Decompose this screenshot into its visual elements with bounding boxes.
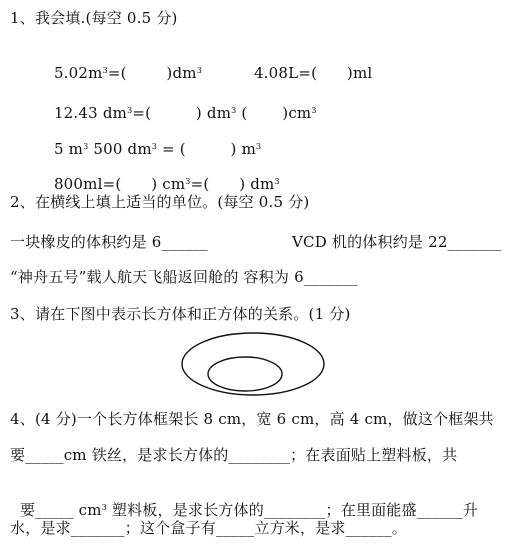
q1-r1-d: 4.08L=( — [253, 64, 318, 82]
q4-line-3 — [10, 483, 478, 522]
q1-r1-b: =( — [107, 64, 127, 82]
q1-r1-sup2: 3 — [196, 66, 203, 75]
q1-r3-a: 5 m — [53, 140, 84, 158]
q2-item-shenzhou: “神舟五号”载人航天飞船返回舱的 容积为 6_______ — [10, 268, 358, 286]
q4-l3-sup: 3 — [101, 503, 107, 512]
q1-r3-d: ) m — [185, 140, 257, 158]
inner-ellipse-cube — [208, 357, 282, 391]
q1-r3-sup2: 3 — [151, 142, 158, 151]
q1-r4-sup2: 3 — [274, 177, 280, 186]
q1-title: 1、我会填.(每空 0.5 分) — [10, 9, 178, 27]
q1-r3-c: = ( — [157, 140, 186, 158]
q4-line-4: 水，是求_______；这个盒子有_____立方米，是求______。 — [10, 519, 408, 537]
q4-l3-b: 塑料板，是求长方体的________；在里面能盛______升 — [106, 501, 479, 519]
q1-r2-a: 12.43 dm — [53, 104, 128, 122]
q1-r2-sup2: 3 — [231, 106, 237, 115]
q1-r1-sup1: 3 — [102, 66, 108, 75]
outer-ellipse-cuboid — [182, 333, 324, 395]
q1-row-4 — [44, 157, 280, 196]
q1-row-1 — [44, 46, 202, 85]
q3-title: 3、请在下图中表示长方体和正方体的关系。(1 分) — [10, 305, 351, 323]
q1-r2-sup1: 3 — [127, 106, 133, 115]
q3-nested-ellipses-diagram — [0, 330, 518, 400]
q1-r4-b: ) cm — [121, 175, 186, 193]
q1-r3-b: 500 dm — [88, 140, 152, 158]
q1-r4-sup1: 3 — [185, 177, 191, 186]
q2-item-eraser: 一块橡皮的体积约是 6______ — [10, 233, 208, 251]
q1-r4-c: =( — [190, 175, 210, 193]
q2-item-vcd: VCD 机的体积约是 22_______ — [292, 233, 502, 251]
q1-r2-sup3: 3 — [311, 106, 317, 115]
q1-r4-d: ) dm — [209, 175, 275, 193]
q1-r1-a: 5.02m — [53, 64, 103, 82]
q1-r3-sup3: 3 — [256, 142, 262, 151]
q1-row-1-right — [244, 46, 372, 82]
q4-line-1: 4、(4 分)一个长方体框架长 8 cm，宽 6 cm，高 4 cm，做这个框架共 — [10, 410, 494, 428]
q2-title: 2、在横线上填上适当的单位。(每空 0.5 分) — [10, 193, 310, 211]
q1-r2-d: ( )cm — [236, 104, 312, 122]
q1-r3-sup1: 3 — [83, 142, 89, 151]
q1-row-3 — [44, 122, 261, 161]
q1-r1-c: )dm — [126, 64, 197, 82]
q1-r2-c: ) dm — [151, 104, 232, 122]
q4-l3-a: 要_____ cm — [19, 501, 102, 519]
q1-r4-a: 800ml=( — [53, 175, 122, 193]
q1-r2-b: =( — [132, 104, 152, 122]
q4-line-2: 要_____cm 铁丝，是求长方体的________；在表面贴上塑料板，共 — [10, 446, 458, 464]
q1-r1-e: )ml — [317, 64, 373, 82]
q1-row-2 — [44, 86, 317, 125]
